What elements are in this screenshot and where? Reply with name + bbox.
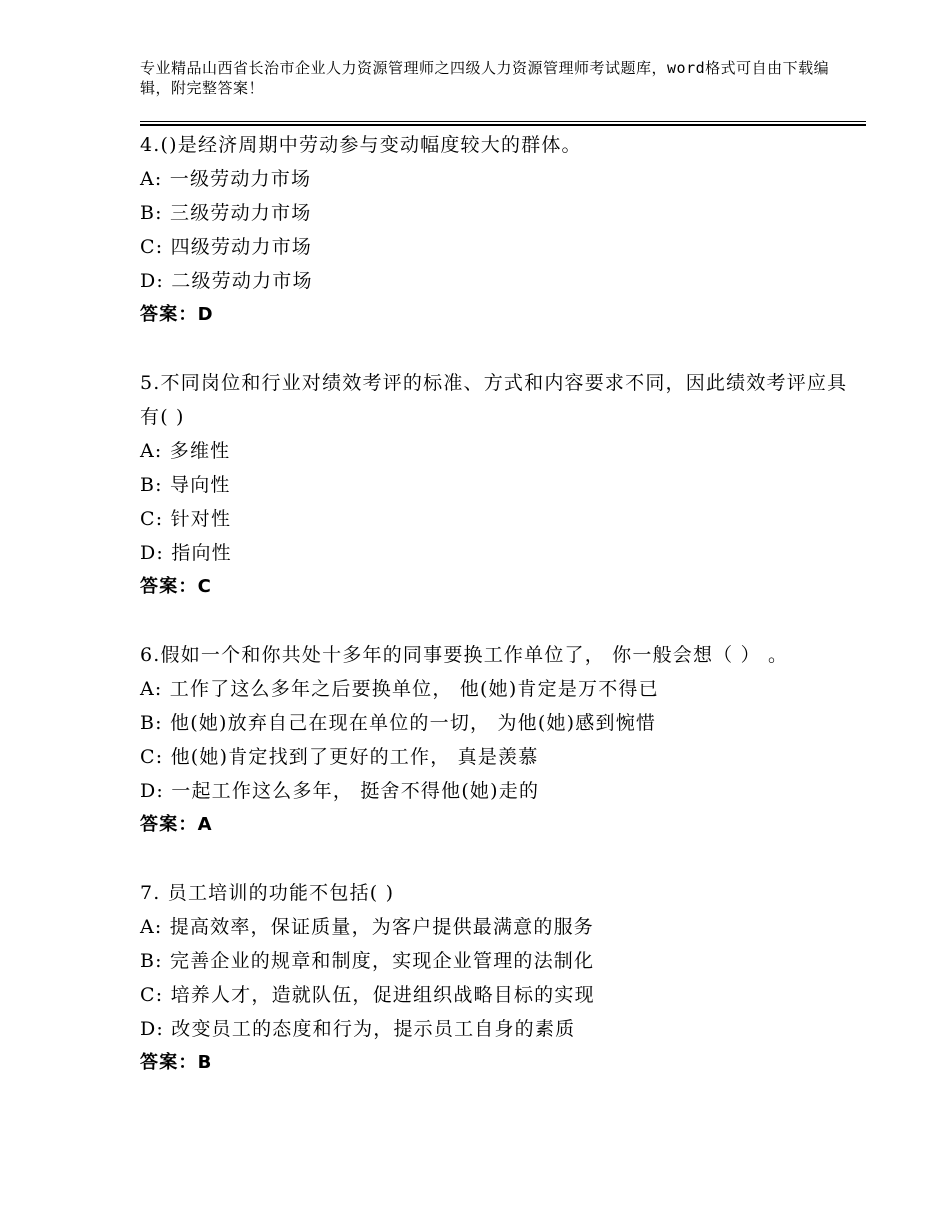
option-d: D: 一起工作这么多年， 挺舍不得他(她)走的 <box>140 780 540 802</box>
question-spacer <box>140 842 860 876</box>
option-c: C: 他(她)肯定找到了更好的工作， 真是羡慕 <box>140 746 539 768</box>
header-divider-thin <box>140 121 866 122</box>
option-b: B: 导向性 <box>140 474 231 496</box>
option-c: C: 针对性 <box>140 508 232 530</box>
question-list <box>140 128 860 1080</box>
option-b: B: 他(她)放弃自己在现在单位的一切， 为他(她)感到惋惜 <box>140 712 657 734</box>
header-divider-thick <box>140 124 866 126</box>
option-c: C: 培养人才，造就队伍，促进组织战略目标的实现 <box>140 984 595 1006</box>
option-a: A: 一级劳动力市场 <box>140 168 312 190</box>
answer-label: 答案：C <box>140 576 213 597</box>
question-spacer <box>140 604 860 638</box>
answer-label: 答案：D <box>140 304 214 325</box>
question-5 <box>140 366 860 604</box>
option-c: C: 四级劳动力市场 <box>140 236 312 258</box>
question-stem: 4.()是经济周期中劳动参与变动幅度较大的群体。 <box>140 134 582 156</box>
option-d: D: 指向性 <box>140 542 232 564</box>
question-7 <box>140 876 860 1080</box>
option-d: D: 二级劳动力市场 <box>140 270 313 292</box>
answer-label: 答案：B <box>140 1052 213 1073</box>
option-a: A: 提高效率，保证质量，为客户提供最满意的服务 <box>140 916 594 938</box>
question-6 <box>140 638 860 842</box>
answer-label: 答案：A <box>140 814 213 835</box>
option-b: B: 完善企业的规章和制度，实现企业管理的法制化 <box>140 950 595 972</box>
question-stem: 6.假如一个和你共处十多年的同事要换工作单位了， 你一般会想（ ） 。 <box>140 644 789 666</box>
question-4 <box>140 128 860 332</box>
option-d: D: 改变员工的态度和行为，提示员工自身的素质 <box>140 1018 576 1040</box>
document-header: 专业精品山西省长治市企业人力资源管理师之四级人力资源管理师考试题库，word格式可自由下载编辑，附完整答案！ <box>140 59 830 97</box>
question-stem: 5.不同岗位和行业对绩效考评的标准、方式和内容要求不同，因此绩效考评应具有( ) <box>140 372 848 428</box>
option-b: B: 三级劳动力市场 <box>140 202 312 224</box>
option-a: A: 工作了这么多年之后要换单位， 他(她)肯定是万不得已 <box>140 678 659 700</box>
question-stem: 7. 员工培训的功能不包括( ) <box>140 882 395 904</box>
option-a: A: 多维性 <box>140 440 231 462</box>
question-spacer <box>140 332 860 366</box>
